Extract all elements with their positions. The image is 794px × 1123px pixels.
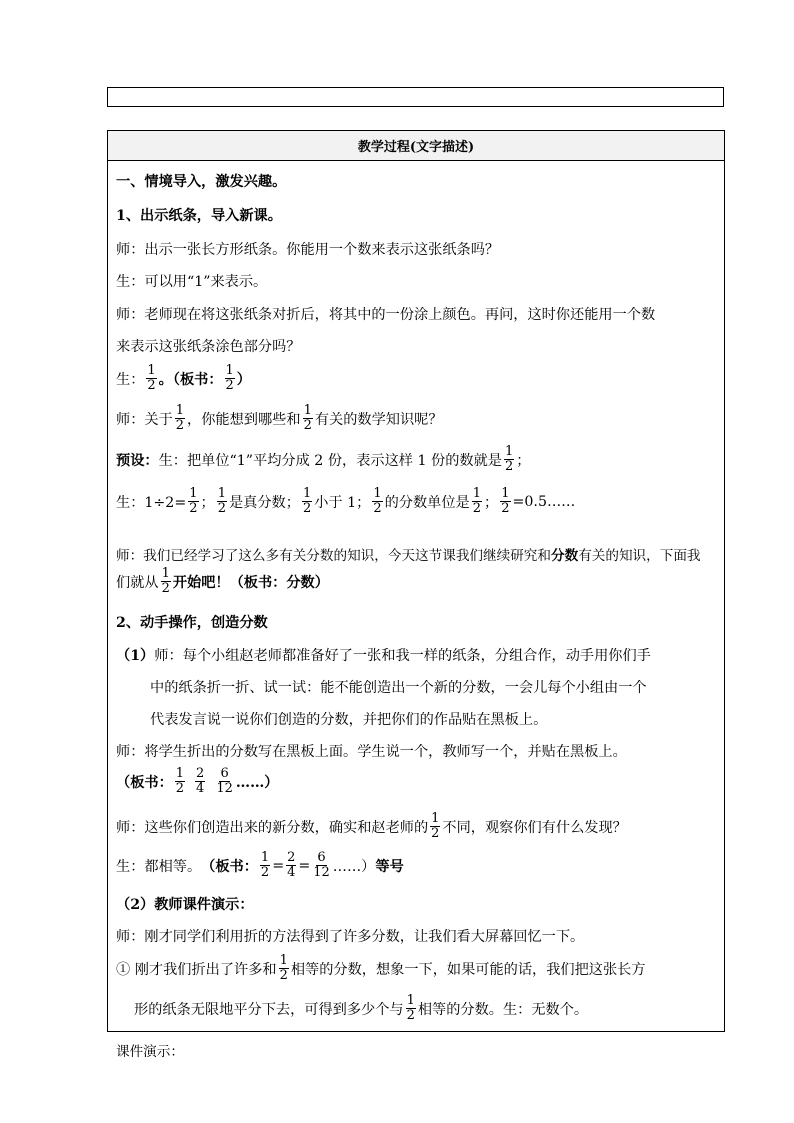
text-line: 师：出示一张长方形纸条。你能用一个数来表示这张纸条吗？	[116, 242, 500, 258]
text-line-fraction: ① 刚才我们折出了许多和 $\frac{1}{2}$ 相等的分数，想象一下，如果可能的话，我们把这张长方	[116, 953, 646, 983]
fraction: $\frac{1}{2}$	[189, 486, 198, 516]
table-header	[108, 131, 724, 161]
text-line: 中的纸条折一折、试一试：能不能创造出一个新的分数，一会儿每个小组由一个	[150, 680, 647, 696]
fraction: $\frac{1}{2}$	[504, 444, 514, 474]
fraction: $\frac{1}{2}$	[161, 566, 170, 596]
section-2-title: 2、动手操作，创造分数	[116, 615, 268, 631]
text-line-fraction: 们就从 $\frac{1}{2}$ 开始吧！（板书：分数）	[116, 566, 329, 596]
fraction: $\frac{1}{2}$	[175, 403, 185, 433]
fraction: $\frac{1}{2}$	[472, 486, 482, 516]
fraction: $\frac{1}{2}$	[302, 486, 312, 516]
text-line-fraction: 形的纸条无限地平分下去，可得到多少个与 $\frac{1}{2}$ 相等的分数。生：无数个。	[134, 993, 589, 1023]
fraction: $\frac{1}{2}$	[501, 486, 510, 516]
fraction: $\frac{1}{2}$	[373, 486, 382, 516]
fraction: $\frac{1}{2}$	[147, 363, 156, 393]
text-line: 师：老师现在将这张纸条对折后，将其中的一份涂上颜色。再问，这时你还能用一个数	[116, 307, 656, 323]
fraction: $\frac{1}{2}$	[175, 766, 185, 796]
section-1a-title: 1、出示纸条，导入新课。	[116, 208, 282, 224]
text-line-fraction: （板书： $\frac{1}{2}$ $\frac{2}{4}$ $\frac{6}{12}$ ……）	[116, 766, 279, 796]
table-header-title: 教学过程(文字描述)	[357, 140, 475, 155]
text-line-fraction: 师：这些你们创造出来的新分数，确实和赵老师的 $\frac{1}{2}$ 不同，观察你们有什么发现？	[116, 811, 627, 841]
fraction: $\frac{2}{4}$	[287, 850, 296, 880]
text-line-fraction: 生：都相等。 （板书： $\frac{1}{2}$ = $\frac{2}{4}$ = $\frac{6}{12}$ ……） 等号	[116, 850, 404, 880]
fraction: $\frac{1}{2}$	[260, 850, 270, 880]
text-line: 师：刚才同学们利用折的方法得到了许多分数，让我们看大屏幕回忆一下。	[116, 929, 585, 945]
text-line-fraction: 生： $\frac{1}{2}$ 。（板书： $\frac{1}{2}$ ）	[116, 363, 251, 393]
text-line: 生：可以用“1”来表示。	[116, 274, 268, 290]
text-line: （1） 师：每个小组赵老师都准备好了一张和我一样的纸条，分组合作，动手用你们手	[116, 648, 651, 664]
text-line: 来表示这张纸条涂色部分吗？	[116, 339, 301, 355]
text-line-fraction: 师：关于 $\frac{1}{2}$ ，你能想到哪些和 $\frac{1}{2}$ 有关的数学知识呢？	[116, 403, 443, 433]
section-1-title: 一、情境导入，激发兴趣。	[116, 174, 287, 190]
fraction: $\frac{1}{2}$	[225, 363, 234, 393]
text-line-fraction: 预设： 生：把单位“1”平均分成 2 份，表示这样 1 份的数就是 $\frac{1}{2}$ ；	[116, 444, 531, 474]
top-empty-box	[107, 87, 724, 107]
text-line: 师：将学生折出的分数写在黑板上面。学生说一个，教师写一个，并贴在黑板上。	[116, 744, 627, 760]
fraction: $\frac{1}{2}$	[431, 811, 440, 841]
fraction: $\frac{1}{2}$	[406, 993, 415, 1023]
subsection-title: （2）教师课件演示：	[116, 897, 254, 913]
text-line: 师：我们已经学习了这么多有关分数的知识，今天这节课我们继续研究和 分数 有关的知识，下面我	[116, 548, 701, 564]
fraction: $\frac{1}{2}$	[217, 486, 226, 516]
fraction: $\frac{6}{12}$	[313, 850, 330, 880]
fraction: $\frac{2}{4}$	[196, 766, 205, 796]
fraction: $\frac{6}{12}$	[216, 766, 233, 796]
fraction: $\frac{1}{2}$	[303, 403, 312, 433]
text-line-fraction: 生：1÷2= $\frac{1}{2}$ ； $\frac{1}{2}$ 是真分数； $\frac{1}{2}$ 小于 1； $\frac{1}{2}$ 的分数单位是 $\frac{1}{2}$ ； $\frac{1}{2}$ =0.5……	[116, 486, 576, 516]
lesson-content	[108, 161, 724, 1060]
fraction: $\frac{1}{2}$	[279, 953, 288, 983]
text-line: 代表发言说一说你们创造的分数，并把你们的作品贴在黑板上。	[150, 712, 548, 728]
text-line: 课件演示：	[116, 1044, 184, 1060]
lesson-table	[107, 130, 725, 1060]
